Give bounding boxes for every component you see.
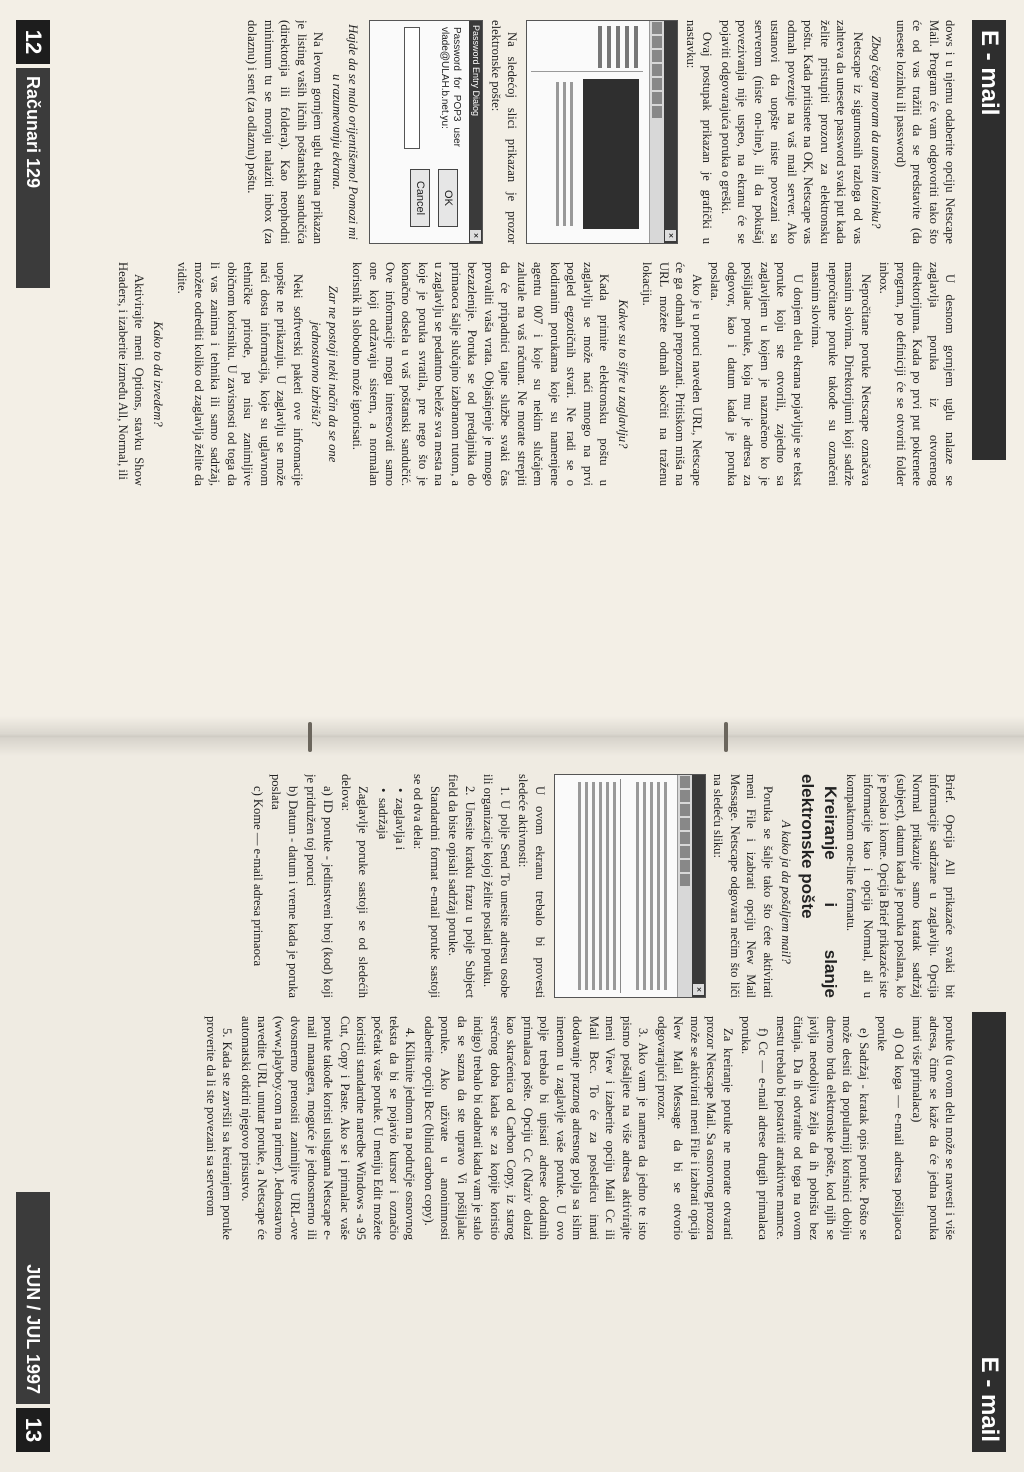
list-item: • sadržaja	[375, 788, 391, 998]
paragraph: c) Kome — e-mail adresa primaoca	[250, 786, 265, 967]
binding-gutter	[0, 716, 1024, 756]
paragraph: Aktivirajte meni Options, stavku Show Headers, i izaberite između All, Normal, ili	[115, 262, 147, 486]
paragraph: d) Od koga — e-mail adresa pošiljaoca poruke	[875, 1016, 906, 1240]
window-titlebar	[692, 775, 705, 997]
window-titlebar	[664, 21, 677, 243]
staple	[308, 722, 312, 752]
paragraph: Ovaj postupak prikazan je grafički u nastavku:	[683, 20, 715, 244]
page-number-right: 13	[16, 1408, 50, 1452]
paragraph: a) ID poruke - jedinstveni broj (kod) koji je pridružen toj poruci	[304, 774, 335, 998]
paragraph: U desnom gornjem uglu nalaze se zaglavlja poruka iz otvorenog direktorijuma. Kada po prvi put pokrenete program, po definiciji će se otvoriti folder inbox.	[877, 262, 957, 486]
password-dialog	[369, 20, 483, 244]
bullet-list	[375, 788, 408, 998]
paragraph: Za kreiranje poruke ne morate otvarati prozor Netscape Mail. Sa osnovnog prozora može se aktivirati meni File i izabrati opcija New Mail Message da bi se otvorio odgovarajući prozor.	[654, 1016, 735, 1240]
paragraph: Netscape iz sigurnosnih razloga od vas zahteva da unesete password svaki put kada želite pristupiti prozoru za elektronsku poštu. Kada pritisnete na OK, Netscape vas odmah povezuje na vaš mail server. Ako ustanovi da uopšte niste povezani sa serverom (niste on-line), ili da pokušaj povezivanja nije uspeo, na ekranu će se pojaviti odgovarajuća poruka o greški.	[718, 20, 865, 244]
section-header-left	[972, 20, 1006, 460]
paragraph: Neki softverski paketi ove infromacije uopšte ne prikazuju. U zaglavlju se može naći dosta informacija, koje su uglavnom tehničke prirode, pa nisu zanimljive običnom korisniku. U zavisnosti od toga da li vas zanima i tehnika ili samo sadržaj, možete odrediti koliko od zaglavlja želite da vidite.	[175, 262, 305, 486]
question: Zar ne postoji neki način da se one jednostavno izbrišu?	[309, 285, 340, 463]
ok-button[interactable]: OK	[438, 169, 458, 227]
paragraph: Na levom gornjem uglu ekrana prikazan je listing vaših ličnih poštanskih sandučića (direktorija ili foldera). Kao neophodni minimum tu se moraju nalaziti inbox (za dolaznu) i sent (za odlaznu) poštu.	[245, 20, 326, 244]
staple	[724, 722, 728, 752]
paragraph: Poruka se šalje tako što ćete aktivirati meni File i izabrati opciju New Mail Message. Netscape odgovara nečim što liči na sledeću sliku:	[711, 774, 775, 998]
section-heading: Kreiranje i slanje elektronske pošte	[798, 774, 840, 998]
paragraph: U donjem delu ekrana pojavljuje se tekst poruke koju ste otvorili, zajedno sa zaglavljem u kojem je naznačeno ko je pošiljalac poruke, koja mu je adresa za odgovor, kao i datum kada je poruka poslata.	[708, 262, 805, 486]
dialog-text: Password for POP3 user vlade@ULAH.b.net.yu:	[439, 27, 463, 147]
dialog-titlebar	[469, 21, 482, 243]
paragraph: e) Sadržaj - kratak opis poruke. Pošto se može desiti da popularniji korisnici dobiju dnevno brda elektronske pošte, kod njih se javlja neodoljiva želja da ih pobrišu bez čitanja. Da ih odvratite od toga na ovom mestu trebalo bi postaviti atraktivne mamce.	[774, 1016, 871, 1240]
password-input[interactable]	[404, 27, 420, 149]
paragraph: Standardni format e-mail poruke sastoji se od dva dela:	[411, 774, 442, 998]
netscape-screenshot	[526, 20, 678, 244]
paragraph: b) Datum - datum i vreme kada je poruka poslata	[269, 774, 300, 998]
right-column-2	[68, 1016, 958, 1240]
toolbar	[649, 21, 664, 243]
page-number-left: 12	[16, 20, 50, 64]
close-icon[interactable]: ×	[470, 230, 481, 241]
message-body	[559, 779, 621, 993]
paragraph: 3. Ako vam je namera da jedno te isto pismo pošaljete na više adresa aktivirajte meni View i izaberite opciju Mail Cc ili Mail Bcc. To će za posledicu imati dodavanje praznog adresnog polja sa islim imenom u zaglavlje vaše poruke. U ovo polje trebalo bi upisati adrese dodatnih primalaca pošte. Opciju Cc (Naziv dolazi kao skraćenica od Carbon Copy, iz starog srećnog doba kada se za kopije koristio indigo) trebalo bi odabrati kada vam je stalo da se sazna da ste upravo Vi pošiljalac poruke. Ako uživate u anonimnosti odaberite opciju Bcc (blind carbon copy).	[421, 1016, 651, 1240]
cancel-button[interactable]: Cancel	[410, 169, 430, 227]
message-list	[627, 779, 671, 993]
paragraph: Zaglavlje poruke sastoji se od sledećih delova:	[339, 774, 370, 998]
paragraph: Brief. Opcija All prikazaće svaki bit informacije sadržane u zaglavlju. Opcija Normal prikazuje samo kratak sadržaj (subject), datum kada je poruka poslana, ko je poslao i kome. Opcija Brief prikazaće iste informacije kao i opcija Normal, ali u kompaktnom one-line formatu.	[844, 774, 957, 998]
dialog-title: Password Entry Dialog	[471, 25, 482, 117]
paragraph: Na sledećoj slici prikazan je prozor elektronske pošte:	[488, 20, 520, 244]
left-column-2	[68, 262, 958, 486]
paragraph: Kada primite elektronsku poštu u zaglavlju se može naći mnogo na prvi pogled egzotičnih stvari. Ne radi se o kodiranim porukama koje su namenjene agentu 007 i koje su nekim slučajem zalutale na vaš računar. Ne morate strepiti da će pripadnici tajne službe svaki čas provaliti vaša vrata. Objašnjenje je mnogo bezazlenije. Poruka se od predajnika do primaoca šalje slučajno izabranom rutom, a u zaglavlju se pedantno beleže sva mesta na koje je poruka svratila, pre nego što je konačno odsela u vaš poštanski sandučić. Ove informacije mogu interesovati samo one koji održavaju sistem, a normalan korisnik ih slobodno može ignorisati.	[350, 262, 612, 486]
close-icon: ×	[665, 230, 676, 241]
paragraph: 1. U polje Send To unesite adresu osobe ili organizacije kojoj želite poslati poruku.	[481, 774, 512, 998]
paragraph: Nepročitane poruke Netscape označava masnim slovima. Direktorijumi koji sadrže nepročitane poruke takođe su označeni masnim slovima.	[809, 262, 873, 486]
paragraph: U ovom ekranu trebalo bi provesti sledeće aktivnosti:	[516, 774, 547, 998]
issue-date	[16, 1192, 50, 1404]
magazine-title: Računari 129	[23, 76, 43, 189]
issue-date-text: JUN / JUL 1997	[23, 1264, 43, 1394]
paragraph: 5. Kada ste završili sa kreiranjem poruke proverite da li ste povezani sa serverom	[203, 1016, 235, 1240]
close-icon: ×	[693, 984, 704, 995]
paragraph: poruke (u ovom delu može se navesti i više adresa, čime se kaže da će jedna poruka imati više primalaca)	[910, 1016, 957, 1240]
banner-image	[583, 79, 639, 229]
left-column-1	[68, 20, 958, 244]
section-title: E - mail	[976, 1356, 1003, 1442]
status-lines	[552, 79, 577, 229]
right-page	[0, 736, 1024, 1472]
subheading: A kako ja da pošaljem mail?	[779, 820, 794, 964]
section-header-right	[972, 1012, 1006, 1452]
paragraph: 4. Kliknite jednom na područje osnovnog teksta da bi se pojavio kursor i označio početak vaše poruke. U meniju Edit možete koristiti standardne naredbe Windows -a 95 Cut, Copy i Paste. Ako se i primalac vaše poruke takođe koristi uslugama Netscape e-mail managera, moguće je jednosmerno ili dvosmerno prenositi zanimljive URL-ove (www.playboy.com na primer). Jednostavno navedite URL unutar poruke, a Netscape će automatski otkriti njegovo prisustvo.	[238, 1016, 418, 1240]
paragraph: f) Cc — e-mail adrese drugih primalaca poruka.	[739, 1016, 770, 1240]
paragraph: 2. Unesite kratku frazu u polje Subject field da biste opisali sadržaj poruke.	[446, 774, 477, 998]
question: Kakve su to šifre u zaglavlju?	[615, 299, 630, 449]
paragraph: Ako je u poruci naveden URL, Netscape će ga odmah prepoznati. Pritiskom miša na URL možete odmah skočiti na traženu lokaciju.	[640, 262, 704, 486]
list-item: • zaglavlja i	[391, 788, 407, 998]
new-message-screenshot	[554, 774, 706, 998]
folder-pane	[531, 23, 643, 72]
question: Hajde da se malo orijentišemo! Pomozi mi u razumevanju ekrana.	[329, 24, 361, 240]
section-title: E - mail	[976, 30, 1003, 116]
question: Zbog čega moram da unosim lozinku?	[869, 35, 884, 229]
paragraph: dows i u njemu odaberite opciju Netscape Mail. Program će vam odgovoriti tako što će od vas tražiti da se predstavite (da unesete lozinku ili password)	[893, 20, 957, 244]
right-column-1	[68, 774, 958, 998]
toolbar	[677, 775, 692, 997]
question: Kako to da izvedem?	[150, 321, 165, 427]
magazine-name	[16, 68, 50, 288]
